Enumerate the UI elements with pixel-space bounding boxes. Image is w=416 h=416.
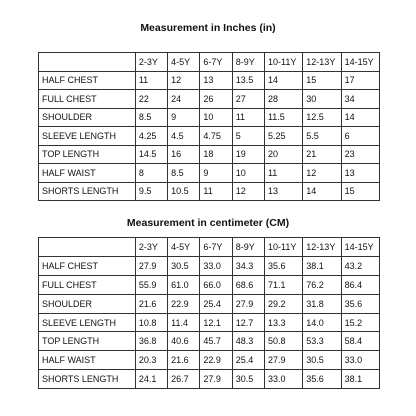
table-row	[39, 164, 380, 183]
measurement-value: 61.0	[168, 275, 200, 294]
measurement-value: 13	[341, 164, 379, 183]
table-row	[39, 71, 380, 90]
measurement-value: 27.9	[200, 370, 232, 389]
table-row	[39, 275, 380, 294]
measurement-value: 31.8	[303, 294, 341, 313]
table-row	[39, 313, 380, 332]
measurement-label: HALF CHEST	[39, 256, 136, 275]
measurement-label: TOP LENGTH	[39, 145, 136, 164]
measurement-value: 55.9	[135, 275, 167, 294]
header-row	[39, 238, 380, 257]
measurement-value: 20	[264, 145, 302, 164]
measurement-value: 53.3	[303, 332, 341, 351]
measurement-value: 33.0	[264, 370, 302, 389]
measurement-value: 5.5	[303, 127, 341, 146]
measurement-value: 15	[341, 182, 379, 201]
measurement-value: 30	[303, 90, 341, 109]
measurement-value: 9.5	[135, 182, 167, 201]
measurement-value: 19	[232, 145, 264, 164]
measurement-value: 38.1	[303, 256, 341, 275]
measurement-value: 45.7	[200, 332, 232, 351]
measurement-value: 34.3	[232, 256, 264, 275]
measurement-value: 25.4	[232, 351, 264, 370]
cm-size-table	[38, 237, 380, 389]
measurement-value: 29.2	[264, 294, 302, 313]
measurement-value: 10	[232, 164, 264, 183]
inches-size-table	[38, 52, 380, 201]
measurement-value: 8.5	[168, 164, 200, 183]
measurement-value: 43.2	[341, 256, 379, 275]
measurement-label: SHORTS LENGTH	[39, 370, 136, 389]
measurement-value: 8.5	[135, 108, 167, 127]
measurement-label: SHORTS LENGTH	[39, 182, 136, 201]
measurement-label: SLEEVE LENGTH	[39, 313, 136, 332]
measurement-value: 48.3	[232, 332, 264, 351]
measurement-value: 36.8	[135, 332, 167, 351]
table-row	[39, 351, 380, 370]
measurement-value: 9	[168, 108, 200, 127]
measurement-value: 30.5	[232, 370, 264, 389]
measurement-value: 27.9	[232, 294, 264, 313]
table-row	[39, 127, 380, 146]
measurement-label: SLEEVE LENGTH	[39, 127, 136, 146]
measurement-value: 13.3	[264, 313, 302, 332]
measurement-value: 10.8	[135, 313, 167, 332]
measurement-value: 21	[303, 145, 341, 164]
cm-table-title: Measurement in centimeter (CM)	[126, 217, 290, 229]
measurement-label: SHOULDER	[39, 294, 136, 313]
measurement-value: 10.5	[168, 182, 200, 201]
measurement-value: 25.4	[200, 294, 232, 313]
table-row	[39, 108, 380, 127]
table-row	[39, 90, 380, 109]
measurement-value: 11	[264, 164, 302, 183]
measurement-value: 38.1	[341, 370, 379, 389]
measurement-value: 28	[264, 90, 302, 109]
measurement-value: 22	[135, 90, 167, 109]
measurement-value: 11	[200, 182, 232, 201]
measurement-value: 35.6	[264, 256, 302, 275]
measurement-value: 24	[168, 90, 200, 109]
measurement-value: 21.6	[168, 351, 200, 370]
measurement-value: 11.4	[168, 313, 200, 332]
measurement-value: 22.9	[200, 351, 232, 370]
measurement-value: 27	[232, 90, 264, 109]
measurement-value: 18	[200, 145, 232, 164]
measurement-value: 13.5	[232, 71, 264, 90]
measurement-value: 58.4	[341, 332, 379, 351]
measurement-value: 15.2	[341, 313, 379, 332]
size-header-cell: 6-7Y	[200, 238, 232, 257]
measurement-value: 17	[341, 71, 379, 90]
measurement-label: SHOULDER	[39, 108, 136, 127]
size-header-cell: 12-13Y	[303, 238, 341, 257]
measurement-value: 22.9	[168, 294, 200, 313]
header-row	[39, 53, 380, 72]
measurement-label: FULL CHEST	[39, 90, 136, 109]
size-header-cell: 4-5Y	[168, 238, 200, 257]
table-row	[39, 370, 380, 389]
size-header-cell: 4-5Y	[168, 53, 200, 72]
measurement-label: HALF WAIST	[39, 351, 136, 370]
measurement-value: 30.5	[168, 256, 200, 275]
measurement-value: 11	[135, 71, 167, 90]
measurement-value: 40.6	[168, 332, 200, 351]
measurement-value: 27.9	[264, 351, 302, 370]
measurement-value: 13	[200, 71, 232, 90]
measurement-value: 14	[264, 71, 302, 90]
size-header-cell: 6-7Y	[200, 53, 232, 72]
measurement-value: 14	[341, 108, 379, 127]
measurement-value: 50.8	[264, 332, 302, 351]
size-header-cell: 8-9Y	[232, 238, 264, 257]
measurement-value: 6	[341, 127, 379, 146]
measurement-label: TOP LENGTH	[39, 332, 136, 351]
measurement-value: 13	[264, 182, 302, 201]
measurement-value: 35.6	[341, 294, 379, 313]
measurement-value: 4.75	[200, 127, 232, 146]
measurement-value: 16	[168, 145, 200, 164]
measurement-value: 26.7	[168, 370, 200, 389]
measurement-value: 12	[232, 182, 264, 201]
inches-table-title: Measurement in Inches (in)	[140, 22, 276, 34]
measurement-value: 86.4	[341, 275, 379, 294]
measurement-value: 12	[303, 164, 341, 183]
measurement-value: 27.9	[135, 256, 167, 275]
measurement-value: 33.0	[200, 256, 232, 275]
measurement-value: 14.0	[303, 313, 341, 332]
measurement-value: 5.25	[264, 127, 302, 146]
measurement-value: 68.6	[232, 275, 264, 294]
size-header-cell: 14-15Y	[341, 53, 379, 72]
size-header-cell: 14-15Y	[341, 238, 379, 257]
measurement-value: 14.5	[135, 145, 167, 164]
measurement-value: 12	[168, 71, 200, 90]
table-row	[39, 145, 380, 164]
measurement-value: 21.6	[135, 294, 167, 313]
measurement-value: 15	[303, 71, 341, 90]
measurement-value: 5	[232, 127, 264, 146]
measurement-value: 11	[232, 108, 264, 127]
measurement-value: 12.5	[303, 108, 341, 127]
measurement-value: 4.25	[135, 127, 167, 146]
size-header-cell: 8-9Y	[232, 53, 264, 72]
measurement-value: 10	[200, 108, 232, 127]
measurement-label: HALF WAIST	[39, 164, 136, 183]
table-row	[39, 332, 380, 351]
header-corner-cell	[39, 238, 136, 257]
size-header-cell: 12-13Y	[303, 53, 341, 72]
table-row	[39, 182, 380, 201]
measurement-value: 33.0	[341, 351, 379, 370]
measurement-value: 23	[341, 145, 379, 164]
measurement-value: 12.7	[232, 313, 264, 332]
header-corner-cell	[39, 53, 136, 72]
size-header-cell: 2-3Y	[135, 238, 167, 257]
measurement-value: 35.6	[303, 370, 341, 389]
measurement-value: 4.5	[168, 127, 200, 146]
table-row	[39, 256, 380, 275]
measurement-value: 71.1	[264, 275, 302, 294]
size-header-cell: 10-11Y	[264, 238, 302, 257]
measurement-value: 66.0	[200, 275, 232, 294]
table-row	[39, 294, 380, 313]
measurement-value: 12.1	[200, 313, 232, 332]
measurement-value: 14	[303, 182, 341, 201]
measurement-value: 30.5	[303, 351, 341, 370]
measurement-value: 11.5	[264, 108, 302, 127]
size-header-cell: 10-11Y	[264, 53, 302, 72]
measurement-value: 76.2	[303, 275, 341, 294]
measurement-value: 20.3	[135, 351, 167, 370]
measurement-value: 9	[200, 164, 232, 183]
measurement-value: 8	[135, 164, 167, 183]
measurement-value: 24.1	[135, 370, 167, 389]
measurement-value: 34	[341, 90, 379, 109]
measurement-value: 26	[200, 90, 232, 109]
measurement-label: HALF CHEST	[39, 71, 136, 90]
measurement-label: FULL CHEST	[39, 275, 136, 294]
size-header-cell: 2-3Y	[135, 53, 167, 72]
